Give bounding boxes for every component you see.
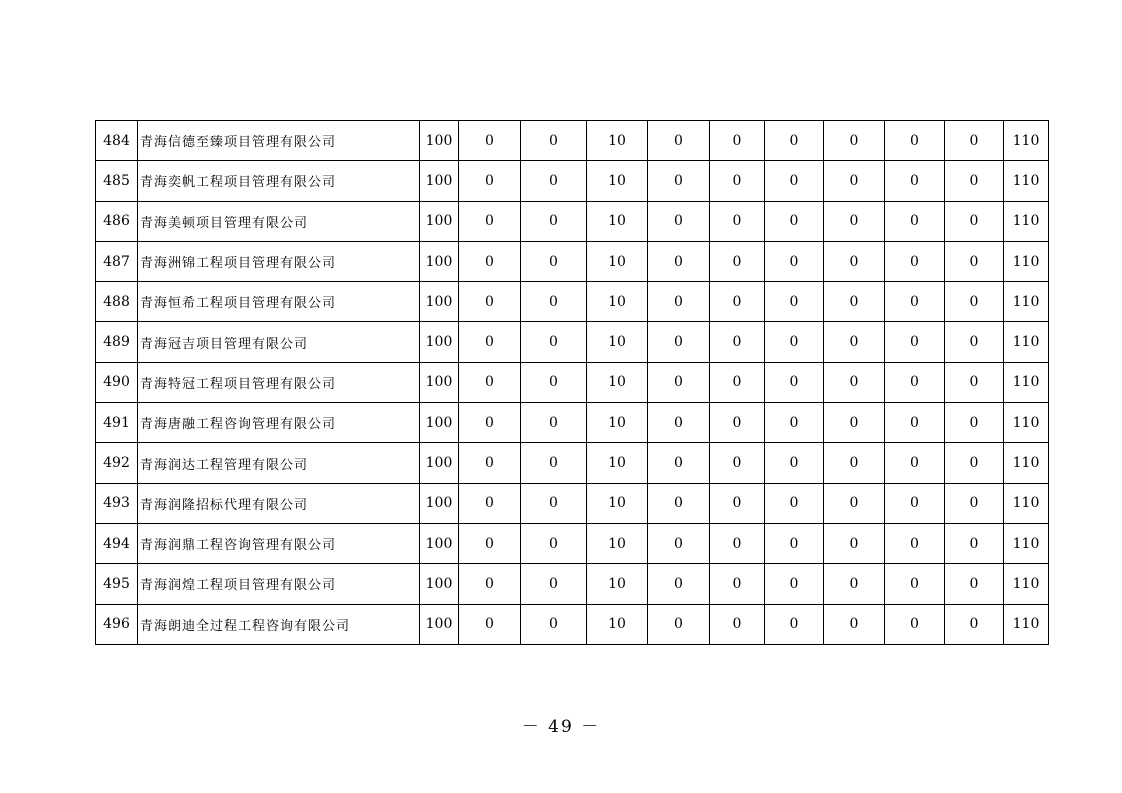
score-cell: 0 — [521, 403, 587, 443]
score-cell: 0 — [648, 241, 710, 281]
score-cell: 0 — [521, 523, 587, 563]
score-cell: 0 — [945, 201, 1004, 241]
score-cell: 100 — [420, 403, 459, 443]
score-cell: 0 — [885, 201, 945, 241]
score-cell: 0 — [648, 483, 710, 523]
table-row — [96, 483, 1049, 523]
score-cell: 0 — [945, 523, 1004, 563]
score-cell: 0 — [765, 523, 824, 563]
score-cell: 0 — [648, 604, 710, 644]
total-score: 110 — [1004, 443, 1049, 483]
score-cell: 100 — [420, 282, 459, 322]
score-cell: 100 — [420, 322, 459, 362]
score-cell: 100 — [420, 161, 459, 201]
company-name: 青海恒希工程项目管理有限公司 — [138, 282, 420, 322]
score-cell: 0 — [459, 443, 521, 483]
score-cell: 0 — [824, 523, 885, 563]
score-table — [95, 120, 1049, 645]
total-score: 110 — [1004, 403, 1049, 443]
score-cell: 100 — [420, 483, 459, 523]
score-cell: 0 — [459, 523, 521, 563]
score-cell: 0 — [765, 443, 824, 483]
score-cell: 0 — [648, 523, 710, 563]
score-cell: 0 — [765, 161, 824, 201]
score-cell: 0 — [648, 121, 710, 161]
score-cell: 0 — [648, 564, 710, 604]
score-cell: 0 — [945, 443, 1004, 483]
score-cell: 0 — [765, 483, 824, 523]
score-cell: 0 — [459, 241, 521, 281]
score-cell: 0 — [710, 282, 765, 322]
score-cell: 0 — [945, 241, 1004, 281]
company-name: 青海润达工程管理有限公司 — [138, 443, 420, 483]
score-cell: 100 — [420, 604, 459, 644]
score-cell: 0 — [710, 161, 765, 201]
table-row — [96, 282, 1049, 322]
score-cell: 0 — [824, 564, 885, 604]
score-cell: 0 — [945, 322, 1004, 362]
score-cell: 0 — [710, 201, 765, 241]
row-number: 485 — [96, 161, 138, 201]
score-cell: 0 — [765, 362, 824, 402]
score-cell: 0 — [885, 604, 945, 644]
score-cell: 0 — [521, 121, 587, 161]
company-name: 青海润煌工程项目管理有限公司 — [138, 564, 420, 604]
score-cell: 0 — [765, 121, 824, 161]
score-cell: 0 — [521, 443, 587, 483]
score-cell: 10 — [587, 201, 648, 241]
table-row — [96, 564, 1049, 604]
score-cell: 0 — [885, 483, 945, 523]
score-cell: 100 — [420, 201, 459, 241]
score-cell: 0 — [459, 201, 521, 241]
score-cell: 100 — [420, 121, 459, 161]
score-cell: 0 — [945, 483, 1004, 523]
score-cell: 0 — [521, 201, 587, 241]
score-cell: 100 — [420, 362, 459, 402]
row-number: 484 — [96, 121, 138, 161]
company-name: 青海润隆招标代理有限公司 — [138, 483, 420, 523]
score-cell: 0 — [885, 282, 945, 322]
score-cell: 0 — [945, 564, 1004, 604]
score-cell: 0 — [521, 241, 587, 281]
score-cell: 0 — [824, 403, 885, 443]
table-row — [96, 161, 1049, 201]
table-row — [96, 523, 1049, 563]
score-cell: 0 — [885, 403, 945, 443]
total-score: 110 — [1004, 604, 1049, 644]
table-body — [96, 121, 1049, 645]
score-cell: 0 — [710, 322, 765, 362]
score-cell: 0 — [459, 161, 521, 201]
total-score: 110 — [1004, 564, 1049, 604]
score-cell: 0 — [885, 161, 945, 201]
row-number: 494 — [96, 523, 138, 563]
score-cell: 0 — [710, 483, 765, 523]
company-name: 青海美顿项目管理有限公司 — [138, 201, 420, 241]
score-cell: 0 — [945, 121, 1004, 161]
total-score: 110 — [1004, 523, 1049, 563]
score-cell: 10 — [587, 443, 648, 483]
score-cell: 0 — [521, 282, 587, 322]
row-number: 490 — [96, 362, 138, 402]
score-cell: 0 — [459, 322, 521, 362]
score-cell: 0 — [459, 483, 521, 523]
company-name: 青海奕帆工程项目管理有限公司 — [138, 161, 420, 201]
total-score: 110 — [1004, 282, 1049, 322]
score-cell: 0 — [648, 201, 710, 241]
company-name: 青海洲锦工程项目管理有限公司 — [138, 241, 420, 281]
score-cell: 0 — [521, 604, 587, 644]
score-cell: 0 — [765, 282, 824, 322]
score-cell: 0 — [945, 604, 1004, 644]
score-cell: 10 — [587, 121, 648, 161]
table-row — [96, 604, 1049, 644]
score-cell: 0 — [710, 241, 765, 281]
row-number: 491 — [96, 403, 138, 443]
score-cell: 0 — [885, 523, 945, 563]
row-number: 488 — [96, 282, 138, 322]
total-score: 110 — [1004, 241, 1049, 281]
table-row — [96, 121, 1049, 161]
table-row — [96, 362, 1049, 402]
score-cell: 0 — [765, 403, 824, 443]
score-cell: 0 — [945, 161, 1004, 201]
total-score: 110 — [1004, 322, 1049, 362]
row-number: 493 — [96, 483, 138, 523]
score-cell: 0 — [945, 362, 1004, 402]
score-cell: 0 — [824, 443, 885, 483]
score-cell: 0 — [765, 201, 824, 241]
score-cell: 0 — [521, 483, 587, 523]
score-cell: 10 — [587, 483, 648, 523]
company-name: 青海特冠工程项目管理有限公司 — [138, 362, 420, 402]
score-cell: 100 — [420, 241, 459, 281]
score-cell: 0 — [765, 604, 824, 644]
score-cell: 0 — [824, 201, 885, 241]
score-cell: 0 — [648, 443, 710, 483]
score-cell: 0 — [710, 403, 765, 443]
row-number: 486 — [96, 201, 138, 241]
score-cell: 100 — [420, 443, 459, 483]
company-name: 青海润鼎工程咨询管理有限公司 — [138, 523, 420, 563]
score-cell: 0 — [521, 322, 587, 362]
row-number: 487 — [96, 241, 138, 281]
total-score: 110 — [1004, 201, 1049, 241]
company-name: 青海冠吉项目管理有限公司 — [138, 322, 420, 362]
score-cell: 0 — [459, 564, 521, 604]
total-score: 110 — [1004, 161, 1049, 201]
score-cell: 0 — [710, 443, 765, 483]
score-cell: 0 — [824, 362, 885, 402]
score-cell: 10 — [587, 564, 648, 604]
score-cell: 0 — [459, 362, 521, 402]
table-row — [96, 322, 1049, 362]
total-score: 110 — [1004, 121, 1049, 161]
table-row — [96, 443, 1049, 483]
table-row — [96, 403, 1049, 443]
total-score: 110 — [1004, 362, 1049, 402]
total-score: 110 — [1004, 483, 1049, 523]
score-cell: 0 — [824, 161, 885, 201]
score-cell: 0 — [885, 121, 945, 161]
score-cell: 10 — [587, 282, 648, 322]
score-cell: 0 — [648, 322, 710, 362]
score-cell: 0 — [824, 483, 885, 523]
score-cell: 0 — [885, 443, 945, 483]
table-row — [96, 241, 1049, 281]
score-cell: 10 — [587, 403, 648, 443]
score-cell: 0 — [945, 403, 1004, 443]
score-cell: 10 — [587, 241, 648, 281]
score-cell: 100 — [420, 564, 459, 604]
score-cell: 0 — [459, 604, 521, 644]
score-cell: 0 — [648, 161, 710, 201]
score-cell: 0 — [885, 322, 945, 362]
score-cell: 0 — [521, 161, 587, 201]
score-cell: 0 — [824, 282, 885, 322]
score-cell: 0 — [824, 121, 885, 161]
score-cell: 0 — [765, 322, 824, 362]
page-number: － 49 － — [521, 717, 601, 737]
score-cell: 10 — [587, 523, 648, 563]
score-cell: 0 — [459, 121, 521, 161]
score-cell: 100 — [420, 523, 459, 563]
score-cell: 0 — [945, 282, 1004, 322]
score-cell: 0 — [824, 241, 885, 281]
score-cell: 0 — [648, 362, 710, 402]
score-cell: 10 — [587, 362, 648, 402]
score-cell: 0 — [521, 362, 587, 402]
score-cell: 10 — [587, 322, 648, 362]
score-cell: 0 — [459, 403, 521, 443]
table-row — [96, 201, 1049, 241]
score-cell: 0 — [765, 241, 824, 281]
score-cell: 0 — [824, 604, 885, 644]
score-cell: 0 — [824, 322, 885, 362]
score-cell: 0 — [885, 564, 945, 604]
score-cell: 0 — [710, 121, 765, 161]
score-cell: 0 — [710, 523, 765, 563]
score-cell: 0 — [885, 241, 945, 281]
score-cell: 0 — [648, 282, 710, 322]
score-cell: 10 — [587, 161, 648, 201]
score-cell: 0 — [710, 362, 765, 402]
score-cell: 0 — [459, 282, 521, 322]
company-name: 青海信德至臻项目管理有限公司 — [138, 121, 420, 161]
score-cell: 10 — [587, 604, 648, 644]
row-number: 496 — [96, 604, 138, 644]
score-cell: 0 — [765, 564, 824, 604]
score-cell: 0 — [648, 403, 710, 443]
row-number: 495 — [96, 564, 138, 604]
company-name: 青海唐融工程咨询管理有限公司 — [138, 403, 420, 443]
score-cell: 0 — [710, 604, 765, 644]
company-name: 青海朗迪全过程工程咨询有限公司 — [138, 604, 420, 644]
score-cell: 0 — [521, 564, 587, 604]
score-cell: 0 — [885, 362, 945, 402]
row-number: 492 — [96, 443, 138, 483]
row-number: 489 — [96, 322, 138, 362]
score-cell: 0 — [710, 564, 765, 604]
